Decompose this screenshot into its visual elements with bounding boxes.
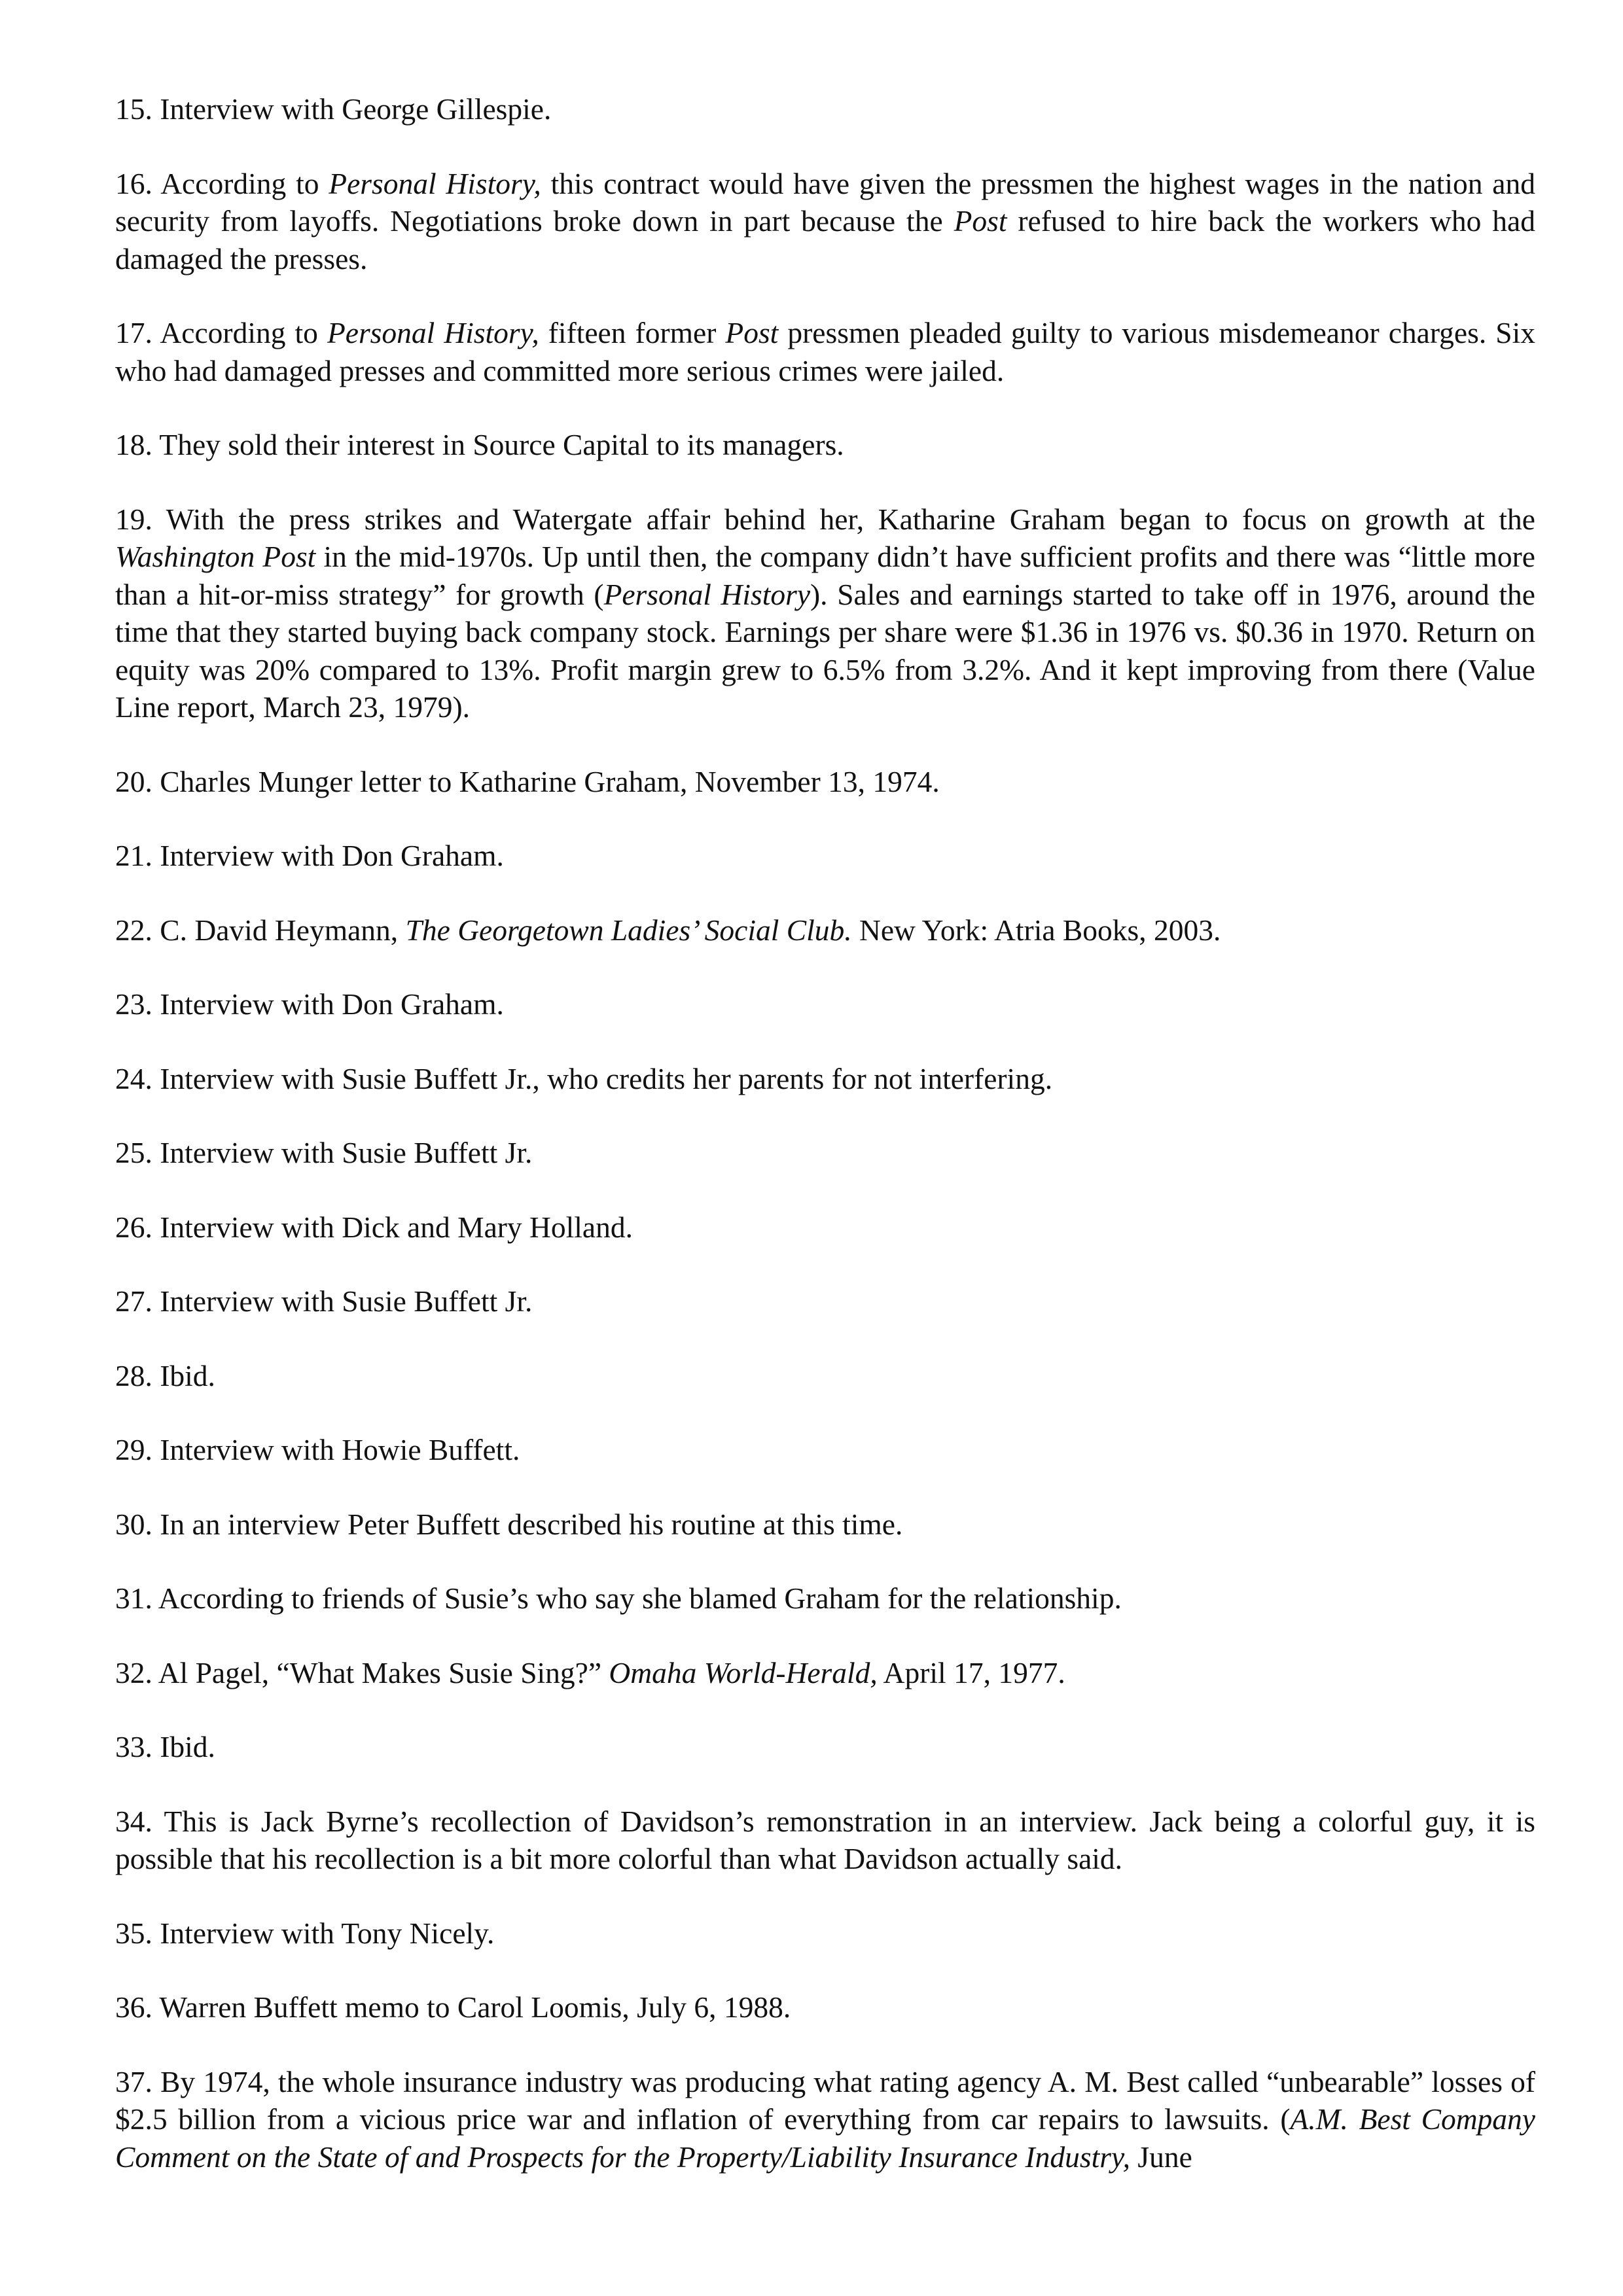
endnote-37 xyxy=(115,2063,1535,2176)
endnote-35 xyxy=(115,1915,1535,1952)
endnote-title-italic: Post xyxy=(725,316,779,349)
endnote-text: 25. Interview with Susie Buffett Jr. xyxy=(115,1136,533,1169)
endnote-29 xyxy=(115,1431,1535,1469)
endnote-text: June xyxy=(1130,2140,1192,2174)
endnote-31 xyxy=(115,1580,1535,1617)
endnote-text: April 17, 1977. xyxy=(877,1655,1065,1689)
endnote-text: pressmen pleaded guilty to various misdemeanor charges. Six who had damaged presses and committed more serious crimes were jailed. xyxy=(115,316,1535,387)
endnote-32 xyxy=(115,1654,1535,1692)
endnote-text: 24. Interview with Susie Buffett Jr., who credits her parents for not interfering. xyxy=(115,1061,1053,1095)
endnote-text: 20. Charles Munger letter to Katharine Graham, November 13, 1974. xyxy=(115,764,940,798)
endnote-title-italic: Personal History, xyxy=(329,166,541,200)
endnote-text: 34. This is Jack Byrne’s recollection of Davidson’s remonstration in an interview. Jack being a colorful guy, it is possible that his recollection is a bit more colorful than what Davidson actually said. xyxy=(115,1804,1535,1875)
endnote-text: 36. Warren Buffett memo to Carol Loomis, July 6, 1988. xyxy=(115,1990,791,2024)
endnote-21 xyxy=(115,837,1535,875)
endnote-28 xyxy=(115,1357,1535,1395)
endnote-text: refused to hire back the workers who had damaged the presses. xyxy=(115,204,1535,275)
endnote-text: 15. Interview with George Gillespie. xyxy=(115,92,552,126)
endnote-16 xyxy=(115,165,1535,278)
endnote-text: 37. By 1974, the whole insurance industry was producing what rating agency A. M. Best called “unbearable” losses of $2.5 billion from a vicious price war and inflation of everything from car repairs to lawsuits. ( xyxy=(115,2064,1535,2136)
endnote-text: 31. According to friends of Susie’s who say she blamed Graham for the relationship. xyxy=(115,1581,1122,1615)
endnote-26 xyxy=(115,1209,1535,1246)
endnote-34 xyxy=(115,1803,1535,1878)
endnote-23 xyxy=(115,985,1535,1023)
endnote-title-italic: Washington Post xyxy=(115,540,316,573)
endnote-text: 26. Interview with Dick and Mary Holland. xyxy=(115,1210,633,1244)
endnote-25 xyxy=(115,1134,1535,1172)
endnote-text: 32. Al Pagel, “What Makes Susie Sing?” xyxy=(115,1655,609,1689)
endnote-17 xyxy=(115,314,1535,389)
endnote-text: 28. Ibid. xyxy=(115,1358,215,1392)
endnote-text: 18. They sold their interest in Source Capital to its managers. xyxy=(115,428,844,461)
endnote-36 xyxy=(115,1988,1535,2026)
endnote-title-italic: A.M. Best Company Comment on the State of and Prospects for the Property/Liability Insurance Industry, xyxy=(115,2102,1535,2174)
endnote-20 xyxy=(115,763,1535,801)
endnote-text: 30. In an interview Peter Buffett described his routine at this time. xyxy=(115,1507,903,1541)
endnotes-list xyxy=(115,90,1535,2176)
endnote-text: ). Sales and earnings started to take off in 1976, around the time that they started buying back company stock. Earnings per share were $1.36 in 1976 vs. $0.36 in 1970. Return on equity was 20% compared to 13%. Profit margin grew to 6.5% from 3.2%. And it kept improving from there (Value Line report, March 23, 1979). xyxy=(115,577,1535,724)
endnote-text: 29. Interview with Howie Buffett. xyxy=(115,1433,520,1466)
endnote-text: in the mid-1970s. Up until then, the company didn’t have sufficient profits and there was “little more than a hit-or-miss strategy” for growth ( xyxy=(115,540,1535,611)
endnote-text: fifteen former xyxy=(539,316,726,349)
endnote-22 xyxy=(115,911,1535,949)
endnote-24 xyxy=(115,1060,1535,1098)
endnote-title-italic: Omaha World-Herald, xyxy=(609,1655,878,1689)
endnote-title-italic: The Georgetown Ladies’ Social Club. xyxy=(405,913,852,947)
endnote-text: 16. According to xyxy=(115,166,329,200)
endnote-15 xyxy=(115,90,1535,128)
endnote-text: 17. According to xyxy=(115,316,327,349)
endnote-30 xyxy=(115,1506,1535,1544)
endnote-text: 23. Interview with Don Graham. xyxy=(115,987,504,1021)
endnote-title-italic: Post xyxy=(954,204,1007,238)
endnote-33 xyxy=(115,1728,1535,1766)
endnote-title-italic: Personal History, xyxy=(327,316,539,349)
endnote-19 xyxy=(115,501,1535,726)
endnote-text: 27. Interview with Susie Buffett Jr. xyxy=(115,1284,533,1318)
endnotes-page xyxy=(115,90,1535,2212)
endnote-text: 33. Ibid. xyxy=(115,1730,215,1763)
endnote-text: 35. Interview with Tony Nicely. xyxy=(115,1916,495,1950)
endnote-text: 21. Interview with Don Graham. xyxy=(115,839,504,872)
endnote-27 xyxy=(115,1282,1535,1320)
endnote-text: this contract would have given the pressmen the highest wages in the nation and security from layoffs. Negotiations broke down in part because the xyxy=(115,166,1535,238)
endnote-title-italic: Personal History xyxy=(603,577,811,611)
endnote-text: 19. With the press strikes and Watergate affair behind her, Katharine Graham began to focus on growth at the xyxy=(115,502,1535,536)
endnote-18 xyxy=(115,426,1535,464)
endnote-text: 22. C. David Heymann, xyxy=(115,913,406,947)
endnote-text: New York: Atria Books, 2003. xyxy=(851,913,1221,947)
